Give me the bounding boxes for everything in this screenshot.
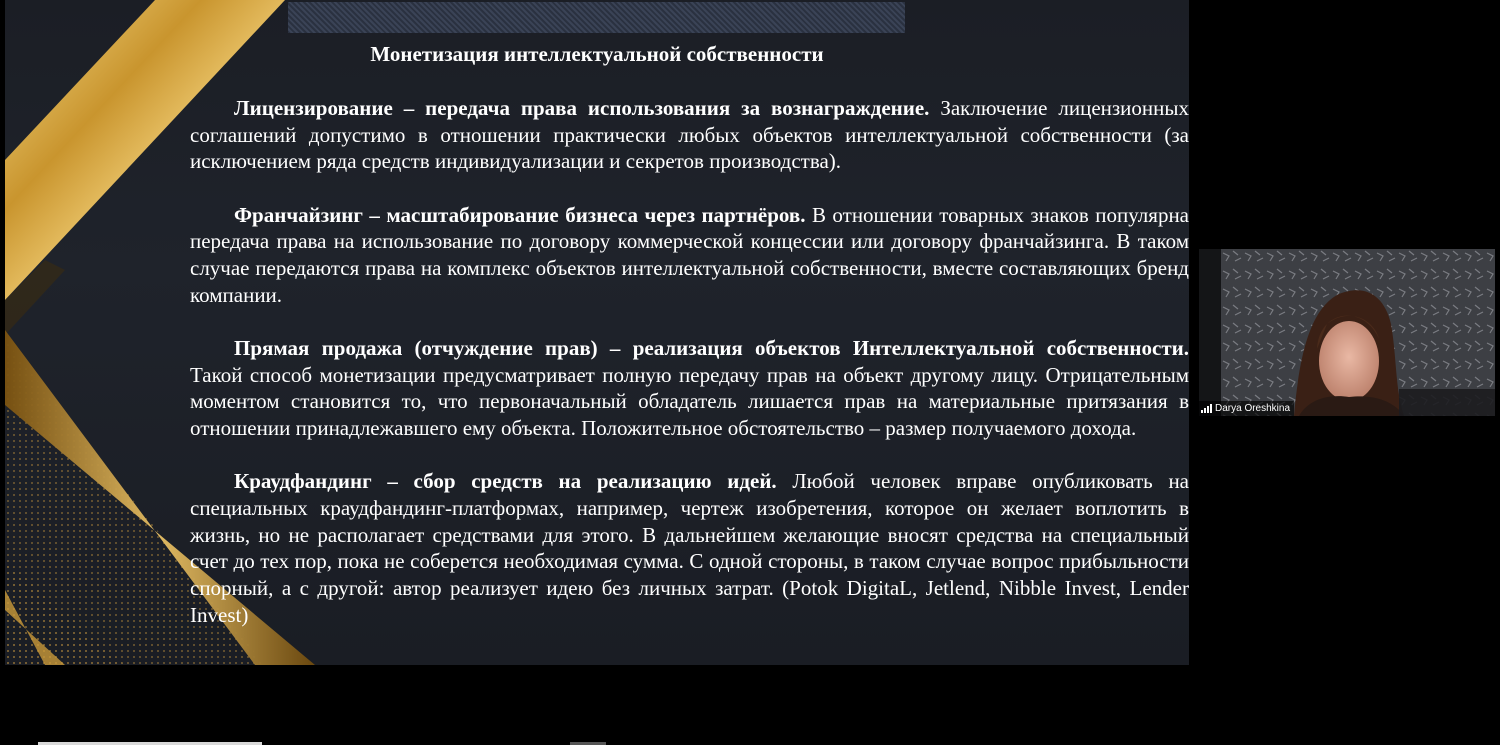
paragraph-heading: Краудфандинг – сбор средств на реализацию идей.	[234, 469, 777, 494]
paragraph-crowdfunding	[190, 468, 1189, 628]
signal-bars-icon	[1201, 404, 1212, 413]
participant-name: Darya Oreshkina	[1215, 403, 1291, 414]
paragraph-text: В отношении товарных знаков популярна передача права на использование по договору коммерческой концессии или договору франчайзинга. В таком случае передаются права на комплекс объектов интеллектуальной собственности, вместе составляющих бренд компании.	[190, 202, 1189, 307]
paragraph-franchising	[190, 202, 1189, 309]
participant-name-tag	[1199, 401, 1294, 416]
slide-header-strip	[288, 2, 905, 33]
paragraph-text: Заключение лицензионных соглашений допустимо в отношении практически любых объектов интеллектуальной собственности (за исключением ряда средств индивидуализации и секретов производства).	[190, 96, 1189, 174]
paragraph-direct-sale	[190, 335, 1189, 442]
slide-body	[190, 95, 1189, 655]
participant-video-feed	[1199, 249, 1495, 416]
paragraph-heading: Прямая продажа (отчуждение прав) – реализация объектов Интеллектуальной собственности.	[234, 335, 1189, 360]
paragraph-text: Такой способ монетизации предусматривает полную передачу прав на объект другому лицу. Отрицательным моментом становится то, что первоначальный обладатель лишается прав на материальные притязания в отношении принадлежавшего ему объекта. Положительное обстоятельство – размер получаемого дохода.	[190, 362, 1189, 441]
paragraph-licensing	[190, 95, 1189, 175]
participant-video-tile[interactable]	[1199, 249, 1495, 416]
paragraph-heading: Франчайзинг – масштабирование бизнеса через партнёров.	[234, 202, 806, 227]
shared-screen-slide	[5, 0, 1189, 665]
slide-title: Монетизация интеллектуальной собственности	[370, 42, 824, 66]
paragraph-text: Любой человек вправе опубликовать на специальных краудфандинг-платформах, например, чертеж изобретения, которое он желает воплотить в жизнь, но не располагает средствами для этого. В дальнейшем желающие вносят средства на специальный счет до тех пор, пока не соберется необходимая сумма. С одной стороны, в таком случае вопрос прибыльности спорный, а с другой: автор реализует идею без личных затрат. (Potok DigitaL, Jetlend, Nibble Invest, Lender Invest)	[190, 469, 1189, 627]
paragraph-heading: Лицензирование – передача права использования за вознаграждение.	[234, 96, 930, 120]
